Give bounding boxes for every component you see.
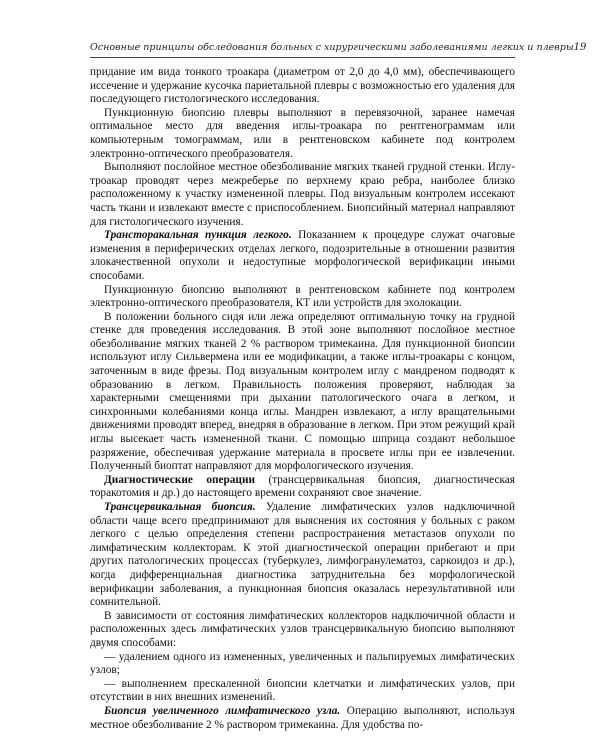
page-number: 19 xyxy=(573,41,587,53)
paragraph: Диагностические операции (трансцервикальная биопсия, диагностическая торакотомия и др.) до настоящего времени сохраняют свое значение. xyxy=(90,473,515,500)
paragraph-lead: Трансторакальная пункция легкого. xyxy=(104,229,292,242)
paragraph: Трансторакальная пункция легкого. Показанием к процедуре служат очаговые изменения в периферических отделах легкого, подозрительные в отношении развития злокачественной опухоли и недоступные морфологической верификации иными способами. xyxy=(90,229,515,282)
paragraph: Биопсия увеличенного лимфатического узла. Операцию выполняют, используя местное обезболивание 2 % раствором тримекаина. Для удобства по- xyxy=(90,704,515,731)
paragraph-lead: Биопсия увеличенного лимфатического узла. xyxy=(104,704,341,717)
running-header-title: Основные принципы обследования больных с хирургическими заболеваниями легких и плевры xyxy=(90,41,574,53)
paragraph: В положении больного сидя или лежа определяют оптимальную точку на грудной стенке для проведения исследования. В этой зоне выполняют послойное местное обезболивание мягких тканей 2 % раствором тримекаина. Для пункционной биопсии используют иглу Сильвермена или ее модификации, а также иглы-троакары с концом, заточенным в виде фрезы. Под визуальным контролем иглу с мандреном подводят к образованию в легком. Правильность положения проверяют, наблюдая за характерными смещениями при дыхании патологического очага в легком, и синхронными колебаниями конца иглы. Мандрен извлекают, а иглу вращательными движениями проводят вперед, внедряя в образование в легком. При этом режущий край иглы высекает часть измененной ткани. С помощью шприца создают небольшое разряжение, обеспечивая удержание материала в просвете иглы при ее извлечении. Полученный биоптат направляют для морфологического изучения. xyxy=(90,310,515,473)
paragraph: Пункционную биопсию плевры выполняют в перевязочной, заранее намечая оптимальное место для введения иглы-троакара по рентгенограммам или компьютерным томограммам, или в рентгеновском кабинете под контролем электронно-оптического преобразователя. xyxy=(90,106,515,160)
paragraph: Пункционную биопсию выполняют в рентгеновском кабинете под контролем электронно-оптического преобразователя, КТ или устройств для эхолокации. xyxy=(90,283,515,310)
paragraph: Выполняют послойное местное обезболивание мягких тканей грудной стенки. Иглу-троакар проводят через межреберье по верхнему краю ребра, наиболее близко расположенному к участку измененной плевры. Под визуальным контролем иссекают часть ткани и извлекают вместе с приспособлением. Биопсийный материал направляют для гистологического изучения. xyxy=(90,161,515,228)
paragraph: придание им вида тонкого троакара (диаметром от 2,0 до 4,0 мм), обеспечивающего иссечение и удержание кусочка париетальной плевры с возможностью его удаления для последующего гистологического исследования. xyxy=(90,66,515,106)
paragraph-lead: Трансцервикальная биопсия. xyxy=(104,501,256,513)
paragraph: Трансцервикальная биопсия. Удаление лимфатических узлов надключичной области чаще всего предпринимают для выяснения их состояния у больных с раком легкого с целью определения степени распространения метастазов опухоли по лимфатическим коллекторам. К этой диагностической операции прибегают и при других патологических процессах (туберкулез, лимфогранулематоз, саркоидоз и др.), когда дифференциальная диагностика затруднительна без морфологической верификации заболевания, а пункционная биопсия оказалась нерезультативной или сомнительной. xyxy=(90,501,516,609)
list-item: — удалением одного из измененных, увеличенных и пальпируемых лимфатических узлов; xyxy=(90,650,515,677)
paragraph: В зависимости от состояния лимфатических коллекторов надключичной области и расположенных здесь лимфатических узлов трансцервикальную биопсию выполняют двумя способами: xyxy=(90,609,515,649)
running-header xyxy=(90,38,587,56)
paragraph-lead: Диагностические операции xyxy=(104,473,255,486)
header-divider xyxy=(90,57,515,58)
list-item: — выполнением прескаленной биопсии клетчатки и лимфатических узлов, при отсутствии в них внешних изменений. xyxy=(90,677,515,704)
body-text xyxy=(90,66,515,732)
